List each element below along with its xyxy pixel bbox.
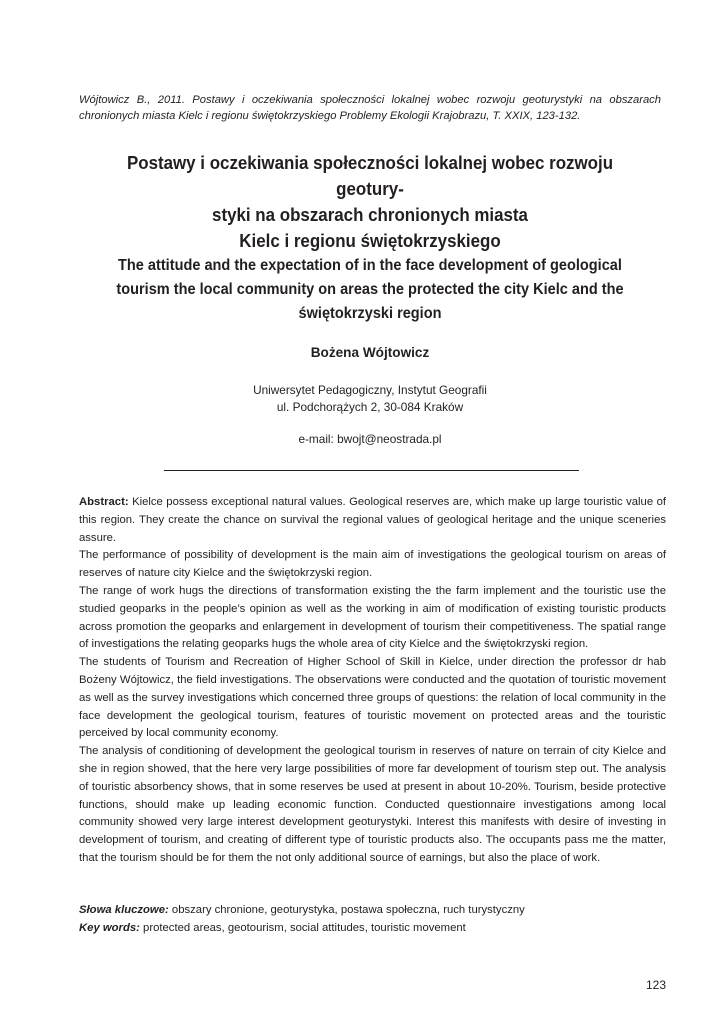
affiliation [0, 382, 720, 416]
abstract-label: Abstract: [79, 496, 129, 508]
section-divider [164, 470, 579, 471]
keywords-polish-text: obszary chronione, geoturystyka, postawa społeczna, ruch turystyczny [168, 904, 525, 916]
title-polish [94, 150, 646, 254]
citation: Wójtowicz B., 2011. Postawy i oczekiwania społeczności lokalnej wobec rozwoju geoturystyki na obszarach chronionych miasta Kielc i regionu świętokrzyskiego Problemy Ekologii Krajobrazu, T. XXIX, 123-132. [79, 94, 661, 122]
abstract-paragraph: The performance of possibility of development is the main aim of investigations the geological tourism on areas of reserves of nature city Kielce and the świętokrzyski region. [79, 549, 666, 580]
abstract-text: Kielce possess exceptional natural values. Geological reserves are, which make up large touristic value of this region. They create the chance on survival the regional values of geological heritage and the unique sceneries assure. [79, 496, 666, 544]
keywords-english-text: protected areas, geotourism, social attitudes, touristic movement [139, 921, 466, 934]
author-email: e-mail: bwojt@neostrada.pl [298, 432, 442, 446]
abstract [79, 494, 666, 868]
abstract-paragraph: The students of Tourism and Recreation of Higher School of Skill in Kielce, under direction the professor dr hab Bożeny Wójtowicz, the field investigations. The observations were conducted and the quotation of touristic movement as well as the survey investigations which concerned three groups of questions: the relation of local community in the face development the geological tourism, features of touristic movement on protected areas and the touristic perceived by local community economy. [79, 656, 666, 740]
abstract-paragraph [79, 494, 666, 547]
title-english: The attitude and the expectation of in the face development of geological tourism the local community on areas the protected the city Kielc and the świętokrzyski region [116, 257, 624, 322]
keywords [79, 902, 666, 938]
affiliation-line: ul. Podchorążych 2, 30-084 Kraków [276, 400, 464, 414]
title-polish-line: Kielc i regionu świętokrzyskiego [239, 230, 501, 251]
author-name: Bożena Wójtowicz [310, 345, 430, 360]
keywords-polish-label: Słowa kluczowe: [79, 904, 169, 916]
abstract-paragraph: The range of work hugs the directions of transformation existing the the farm implement and the touristic use the studied geoparks in the people’s opinion as well as the working in aim of modification of existing touristic products across promotion the geoparks and enlargement in development of tourism their competitiveness. The spatial range of investigations the relating geoparks hugs the whole area of city Kielce and the świętokrzyski region. [79, 584, 666, 651]
affiliation-line: Uniwersytet Pedagogiczny, Instytut Geografii [253, 383, 487, 397]
title-polish-line: styki na obszarach chronionych miasta [212, 204, 528, 225]
page-number: 123 [645, 978, 666, 992]
keywords-polish [79, 902, 666, 920]
keywords-english [79, 920, 666, 938]
abstract-paragraph: The analysis of conditioning of development the geological tourism in reserves of nature on terrain of city Kielce and she in region showed, that the here very large possibilities of more far development of tourism step out. The analysis of touristic absorbency shows, that in some reserves be used at present in about 10-20%. Tourism, beside protective functions, should make up leading economic function. Conducted questionnaire investigations among local community showed very large interest development geoturystyki. Interest this manifests with desire of investing in development of tourism, and creating of different type of touristic products also. The occupants pass me the matter, that the tourism should be for them the not only additional source of earnings, but also the place of work. [79, 745, 666, 864]
keywords-english-label: Key words: [79, 921, 140, 934]
title-polish-line: Postawy i oczekiwania społeczności lokalnej wobec rozwoju geotury- [126, 152, 614, 199]
